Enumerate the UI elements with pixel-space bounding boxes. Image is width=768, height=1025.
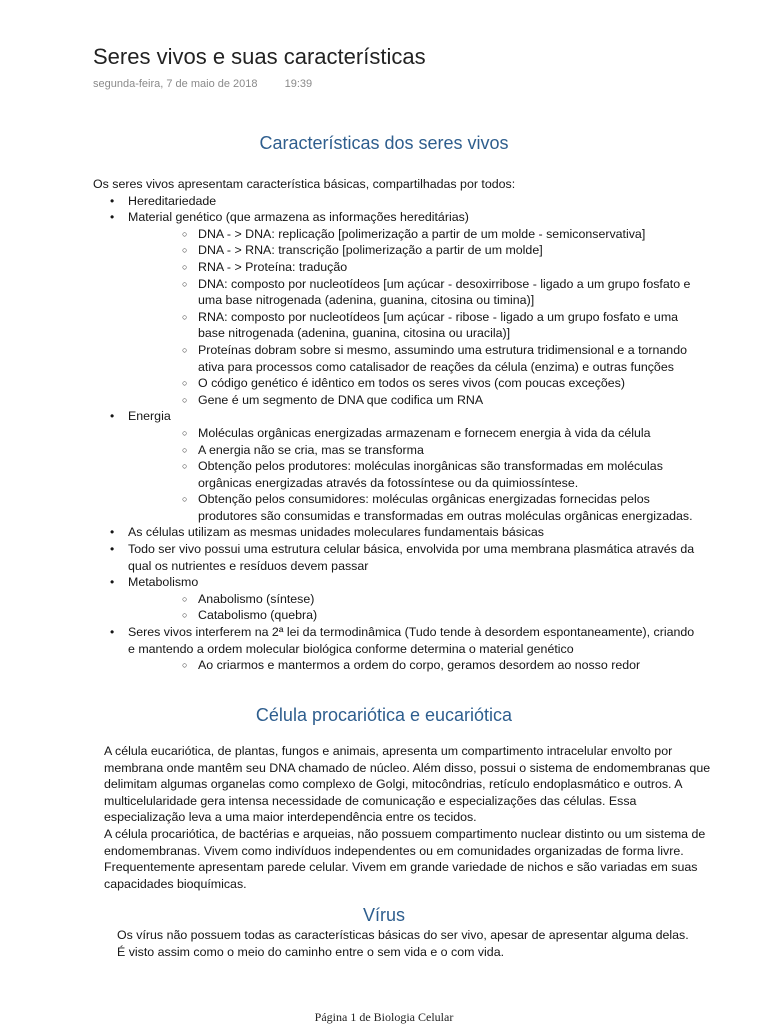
section-heading-characteristics: Características dos seres vivos	[259, 133, 509, 153]
cells-content	[104, 743, 712, 892]
characteristics-intro: Os seres vivos apresentam característica básicas, compartilhadas por todos:	[93, 177, 516, 191]
list-item-text: Todo ser vivo possui uma estrutura celular básica, envolvida por uma membrana plasmática através da qual os nutrientes e resíduos devem passar	[128, 542, 695, 573]
sub-list-item: ○ Catabolismo (quebra)	[128, 607, 703, 624]
sub-list	[128, 226, 703, 409]
sub-list-item: ○ Anabolismo (síntese)	[128, 591, 703, 608]
paragraph-virus-1: Os vírus não possuem todas as características básicas do ser vivo, apesar de apresentar alguma delas.	[117, 928, 689, 942]
sub-list	[128, 425, 703, 525]
page-meta	[93, 78, 312, 90]
list-item-text: Metabolismo	[128, 575, 199, 590]
paragraph-eukaryotic: A célula eucariótica, de plantas, fungos e animais, apresenta um compartimento intracelular envolto por membrana onde mantêm seu DNA chamado de núcleo. Além disso, possui o sistema de endomembranas que delimitam algumas organelas como complexo de Golgi, mitocôndrias, retículo endoplasmático e outros. A multicelularidade gera intensa necessidade de comunicação e especializações das células. Essa especialização leva a uma maior interdependência entre os tecidos.	[104, 744, 711, 825]
list-item-text: Seres vivos interferem na 2ª lei da termodinâmica (Tudo tende à desordem espontaneamente), criando e mantendo a ordem molecular biológica conforme determina o material genético	[128, 625, 695, 656]
sub-list	[128, 657, 703, 674]
sub-list	[128, 591, 703, 624]
list-item-text: Material genético (que armazena as informações hereditárias)	[128, 210, 469, 225]
sub-list-item: ○ Proteínas dobram sobre si mesmo, assumindo uma estrutura tridimensional e a tornando ativa para processos como catalisador de reações da célula (enzima) e outras funções	[128, 342, 703, 375]
characteristics-list	[93, 193, 703, 674]
list-item	[93, 574, 703, 624]
section-heading-virus: Vírus	[362, 905, 405, 925]
list-item-text: Hereditariedade	[128, 193, 217, 208]
list-item	[93, 193, 703, 210]
sub-list-item: ○ A energia não se cria, mas se transforma	[128, 442, 703, 459]
sub-list-item: ○ Moléculas orgânicas energizadas armazenam e fornecem energia à vida da célula	[128, 425, 703, 442]
list-item	[93, 524, 703, 541]
sub-list-item: ○ Obtenção pelos produtores: moléculas inorgânicas são transformadas em moléculas orgânicas energizadas através da fotossíntese ou da quimiossíntese.	[128, 458, 703, 491]
sub-list-item: ○ RNA - > Proteína: tradução	[128, 259, 703, 276]
sub-list-item: ○ O código genético é idêntico em todos os seres vivos (com poucas exceções)	[128, 375, 703, 392]
sub-list-item: ○ Gene é um segmento de DNA que codifica um RNA	[128, 392, 703, 409]
sub-list-item: ○ Obtenção pelos consumidores: moléculas orgânicas energizadas fornecidas pelos produtores são consumidas e transformadas em outras moléculas orgânicas energizadas.	[128, 491, 703, 524]
page-time: 19:39	[284, 78, 313, 90]
list-item	[93, 408, 703, 524]
list-item	[93, 541, 703, 574]
sub-list-item: ○ DNA: composto por nucleotídeos [um açúcar - desoxirribose - ligado a um grupo fosfato e uma base nitrogenada (adenina, guanina, citosina ou timina)]	[128, 276, 703, 309]
page-footer: Página 1 de Biologia Celular	[314, 1010, 454, 1024]
page-date: segunda-feira, 7 de maio de 2018	[93, 78, 258, 90]
paragraph-virus-2: É visto assim como o meio do caminho entre o sem vida e o com vida.	[117, 944, 505, 959]
sub-list-item: ○ DNA - > RNA: transcrição [polimerização a partir de um molde]	[128, 242, 703, 259]
list-item-text: As células utilizam as mesmas unidades moleculares fundamentais básicas	[128, 525, 544, 540]
list-item-text: Energia	[128, 409, 171, 424]
virus-content	[117, 927, 727, 960]
sub-list-item: ○ Ao criarmos e mantermos a ordem do corpo, geramos desordem ao nosso redor	[128, 657, 703, 674]
list-item	[93, 624, 703, 674]
section-heading-cells: Célula procariótica e eucariótica	[255, 705, 513, 725]
list-item	[93, 209, 703, 408]
sub-list-item: ○ RNA: composto por nucleotídeos [um açúcar - ribose - ligado a um grupo fosfato e uma base nitrogenada (adenina, guanina, citosina ou uracila)]	[128, 309, 703, 342]
page-title: Seres vivos e suas características	[93, 44, 426, 69]
sub-list-item: ○ DNA - > DNA: replicação [polimerização a partir de um molde - semiconservativa]	[128, 226, 703, 243]
paragraph-prokaryotic: A célula procariótica, de bactérias e arqueias, não possuem compartimento nuclear distinto ou um sistema de endomembranas. Vivem como indivíduos independentes ou em comunidades organizadas de forma livre. Frequentemente apresentam parede celular. Vivem em grande variedade de nichos e são variadas em suas capacidades bioquímicas.	[104, 826, 706, 891]
characteristics-content	[93, 176, 703, 674]
